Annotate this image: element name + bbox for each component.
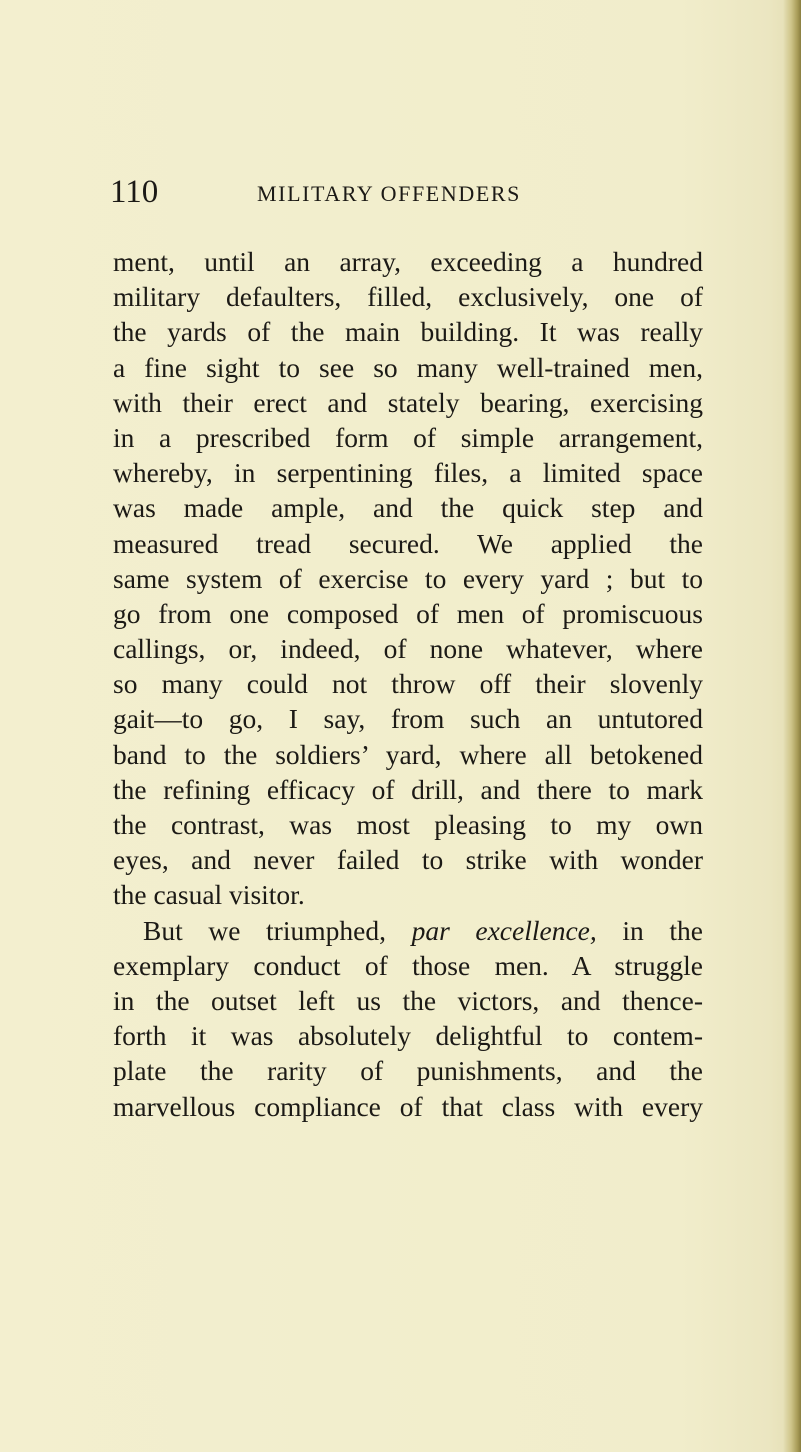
text-line: in a prescribed form of simple arrangement, (113, 421, 703, 453)
text-line: in the outset left us the victors, and thence- (113, 984, 703, 1016)
text-line: band to the soldiers’ yard, where all betokened (113, 738, 703, 770)
text-line: the yards of the main building. It was really (113, 316, 703, 348)
text-line-paragraph-start (113, 913, 703, 948)
text-line: eyes, and never failed to strike with wonder (113, 844, 703, 876)
running-head: MILITARY OFFENDERS (257, 181, 521, 206)
text-line: with their erect and stately bearing, exercising (113, 386, 703, 418)
text-line: so many could not throw off their slovenly (113, 668, 703, 700)
text-line: exemplary conduct of those men. A struggle (113, 949, 703, 981)
italic-phrase: par excellence, (411, 914, 597, 946)
text-line: ment, until an array, exceeding a hundred (113, 246, 703, 277)
text-line: whereby, in serpentining files, a limited space (113, 457, 703, 489)
page-header (110, 172, 710, 212)
text-line: same system of exercise to every yard ; but to (113, 562, 703, 594)
text-line: was made ample, and the quick step and (113, 492, 703, 524)
text-line: callings, or, indeed, of none whatever, where (113, 633, 703, 665)
text-segment: But we triumphed, (143, 914, 386, 946)
text-line: forth it was absolutely delightful to contem- (113, 1020, 703, 1052)
text-line: gait—to go, I say, from such an untutored (113, 703, 703, 735)
text-line: the refining efficacy of drill, and there to mark (113, 773, 703, 805)
text-segment: in the (622, 914, 703, 946)
page-number: 110 (110, 174, 159, 210)
text-line: measured tread secured. We applied the (113, 527, 703, 559)
body-text (113, 244, 703, 1124)
text-line: a fine sight to see so many well-trained men, (113, 351, 703, 383)
text-line: plate the rarity of punishments, and the (113, 1055, 703, 1087)
page-edge-shadow (783, 0, 801, 1452)
text-line: the contrast, was most pleasing to my own (113, 809, 703, 840)
text-line: military defaulters, filled, exclusively, one of (113, 281, 703, 313)
text-line: go from one composed of men of promiscuous (113, 597, 703, 629)
text-line: marvellous compliance of that class with every (113, 1090, 703, 1122)
text-line-paragraph-end: the casual visitor. (113, 879, 305, 911)
